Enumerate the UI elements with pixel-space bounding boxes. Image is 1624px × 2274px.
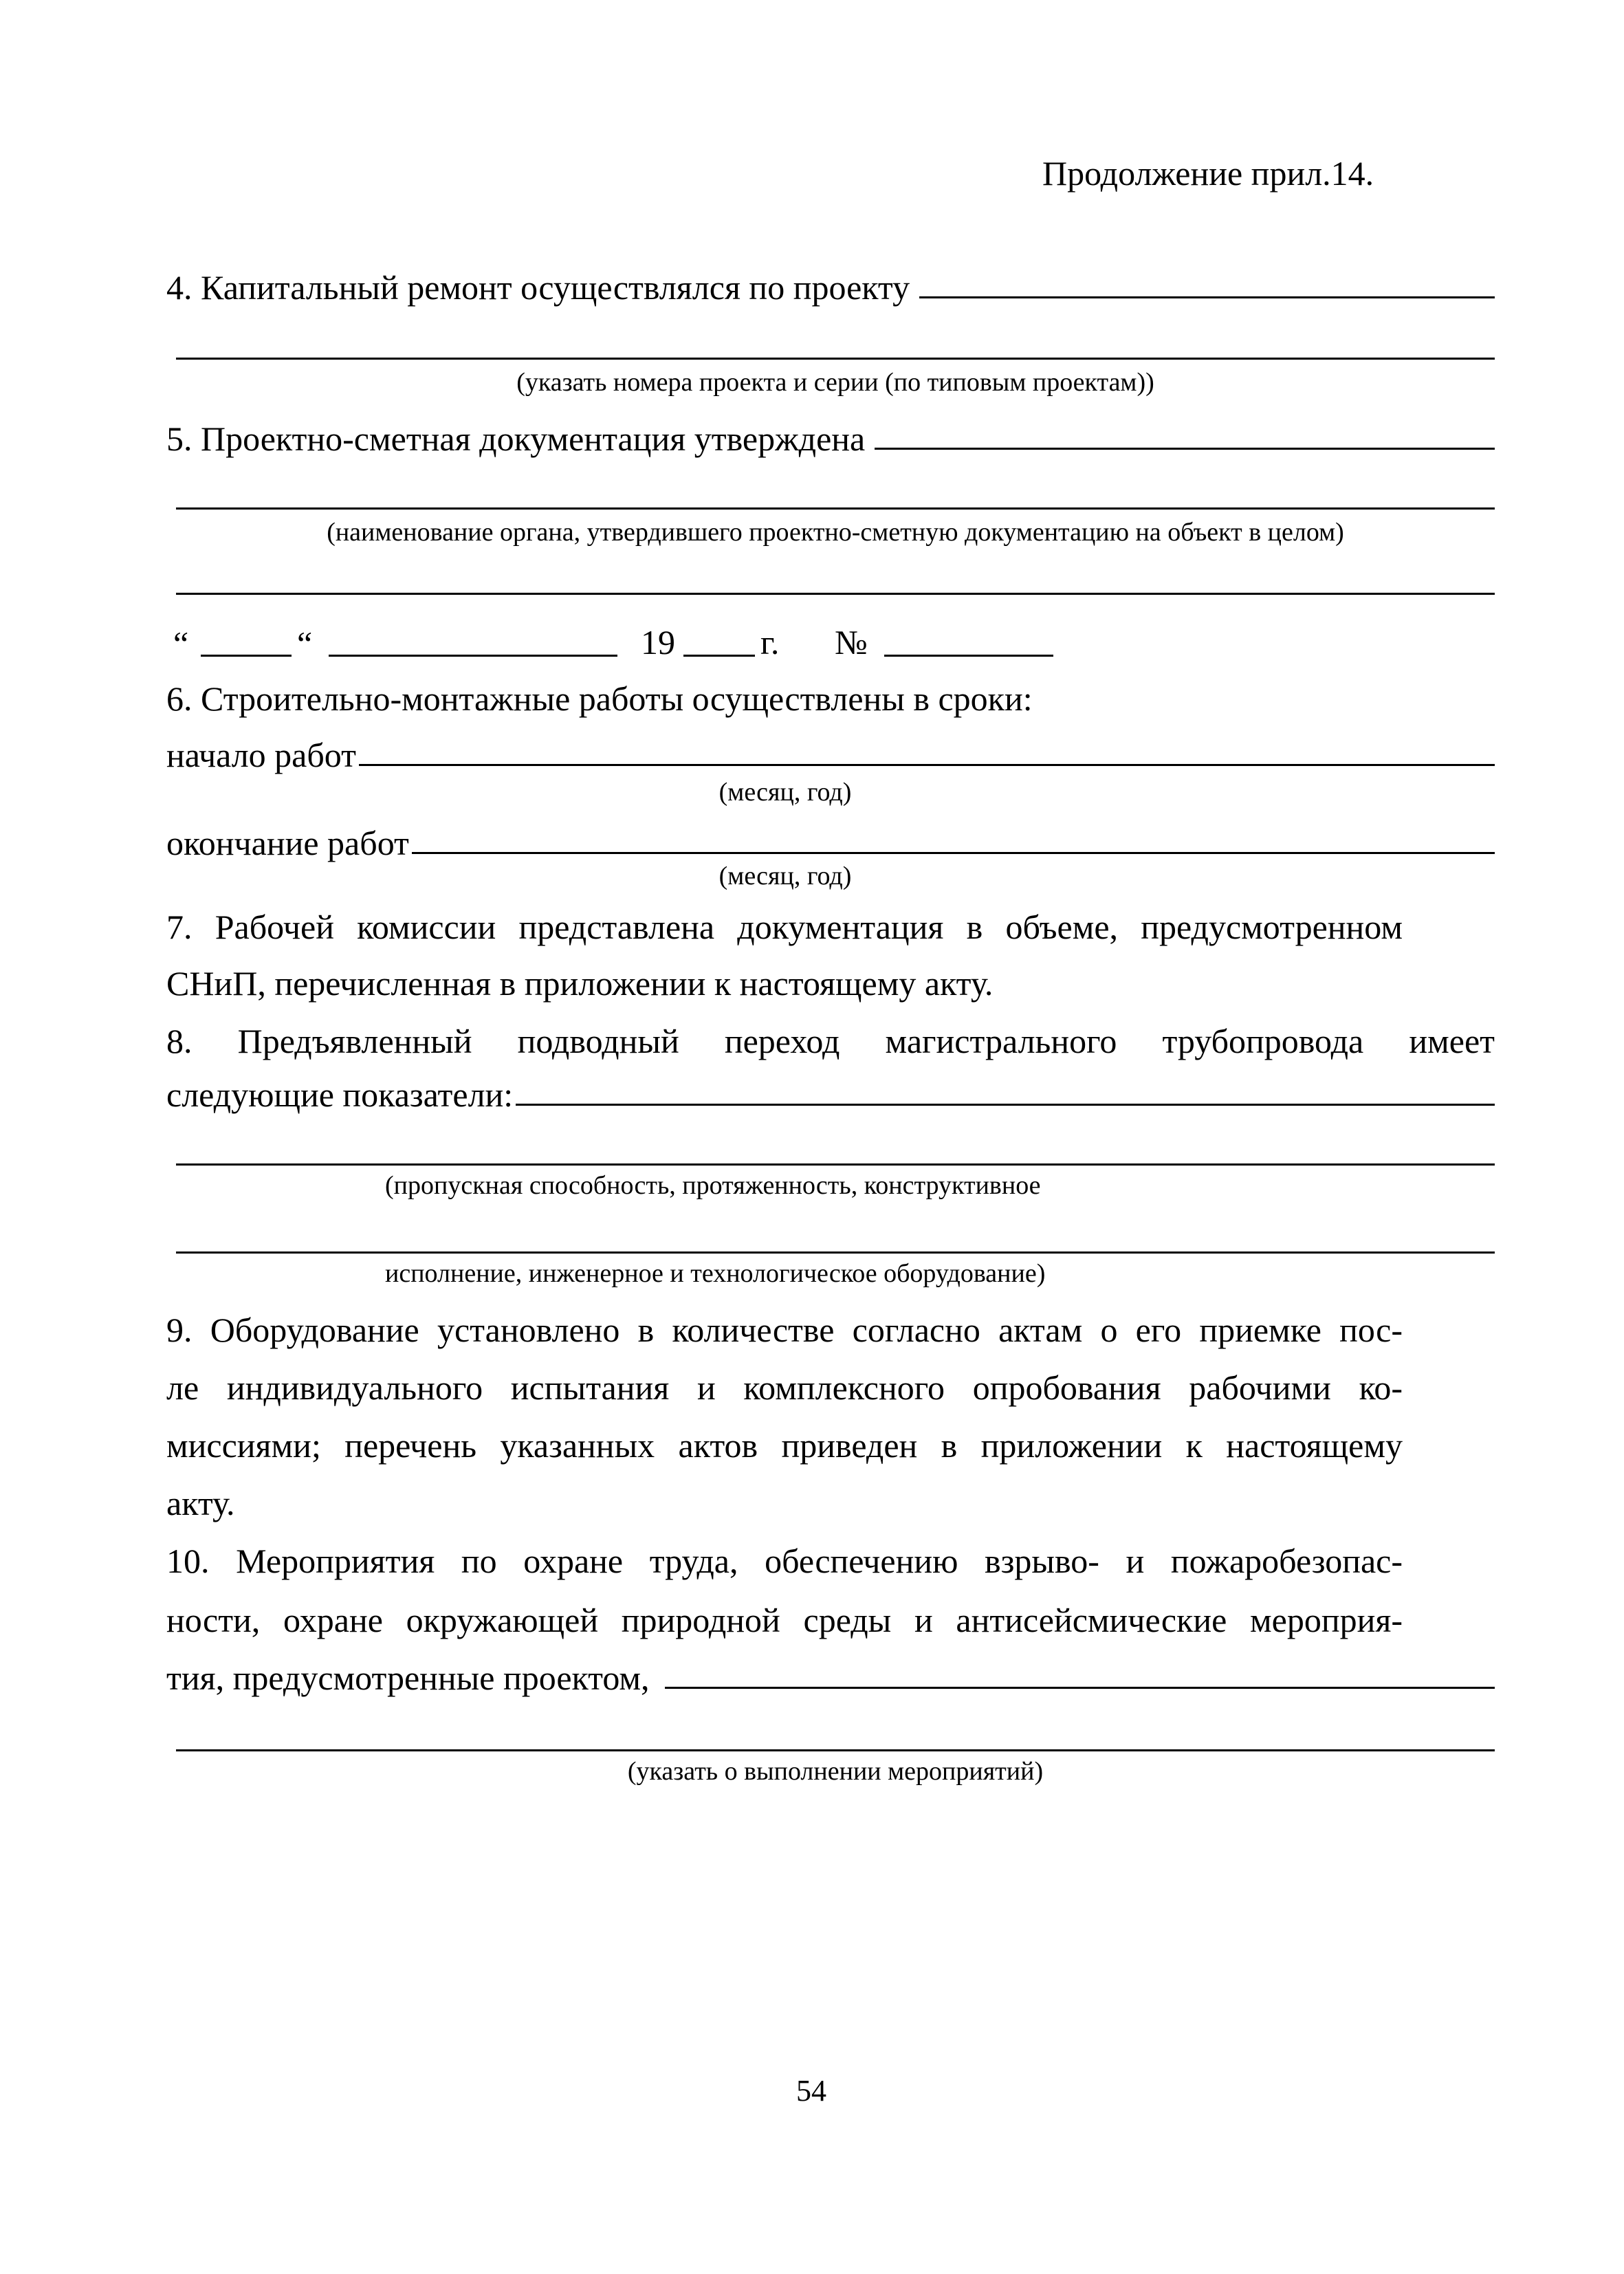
item-7-line-1: 7. Рабочей комиссии представлена документация в объеме, предусмотренном (166, 908, 1403, 946)
item-9-line-1: 9. Оборудование установлено в количестве согласно актам о его приемке пос- (166, 1311, 1403, 1349)
item-10-blank[interactable] (665, 1687, 1495, 1689)
item-6-start-row (166, 734, 1495, 776)
item-5-blank[interactable] (875, 448, 1495, 450)
item-5-blank-3[interactable] (176, 593, 1495, 595)
item-10-line-3: тия, предусмотренные проектом, (166, 1659, 650, 1697)
item-8-blank-2[interactable] (176, 1163, 1495, 1166)
item-10-line-1: 10. Мероприятия по охране труда, обеспечению взрыво- и пожаробезопас- (166, 1542, 1403, 1580)
item-10-row (166, 1657, 1495, 1698)
date-close-quote: “ (297, 624, 313, 663)
item-8-caption-2: исполнение, инженерное и технологическое оборудование) (385, 1259, 1046, 1288)
item-8-blank[interactable] (516, 1104, 1495, 1106)
item-5-row (166, 418, 1495, 459)
item-4-caption: (указать номера проекта и серии (по типовым проектам)) (516, 368, 1154, 397)
item-6-end-blank[interactable] (412, 852, 1495, 854)
date-open-quote: “ (173, 624, 189, 663)
date-month-blank[interactable] (329, 655, 617, 657)
item-9-line-4: акту. (166, 1484, 235, 1522)
number-sign: № (835, 623, 868, 662)
page-number: 54 (796, 2074, 826, 2108)
item-6-title: 6. Строительно-монтажные работы осуществлены в сроки: (166, 679, 1033, 718)
date-year-prefix: 19 (641, 623, 675, 662)
item-6-end-caption: (месяц, год) (718, 862, 852, 890)
item-7-line-2: СНиП, перечисленная в приложении к настоящему акту. (166, 964, 994, 1003)
item-6-end-row (166, 822, 1495, 864)
item-8-caption-1: (пропускная способность, протяженность, конструктивное (385, 1171, 1041, 1200)
item-6-start-label: начало работ (166, 736, 357, 774)
item-5-blank-2[interactable] (176, 507, 1495, 510)
item-9-line-2: ле индивидуального испытания и комплексного опробования рабочими ко- (166, 1368, 1403, 1407)
date-number-blank[interactable] (884, 655, 1053, 657)
item-4-row (166, 267, 1495, 308)
item-9-line-3: миссиями; перечень указанных актов приведен в приложении к настоящему (166, 1426, 1403, 1465)
item-6-start-blank[interactable] (359, 764, 1495, 766)
item-10-caption: (указать о выполнении мероприятий) (627, 1757, 1044, 1786)
item-8-line-2: следующие показатели: (166, 1075, 514, 1114)
item-6-end-label: окончание работ (166, 824, 409, 862)
date-year-blank[interactable] (683, 655, 755, 657)
item-8-line-1: 8. Предъявленный подводный переход магистрального трубопровода имеет (166, 1022, 1495, 1060)
item-4-blank-2[interactable] (176, 358, 1495, 360)
item-10-blank-2[interactable] (176, 1749, 1495, 1751)
item-5-label: 5. Проектно-сметная документация утверждена (166, 419, 866, 458)
item-4-blank[interactable] (919, 296, 1495, 298)
continuation-header: Продолжение прил.14. (1042, 154, 1374, 193)
item-8-blank-3[interactable] (176, 1251, 1495, 1254)
item-6-start-caption: (месяц, год) (718, 778, 852, 807)
date-day-blank[interactable] (201, 655, 292, 657)
date-year-suffix: г. (760, 623, 780, 662)
item-4-label: 4. Капитальный ремонт осуществлялся по проекту (166, 268, 910, 307)
item-10-line-2: ности, охране окружающей природной среды и антисейсмические мероприя- (166, 1601, 1403, 1639)
item-5-caption: (наименование органа, утвердившего проектно-сметную документацию на объект в целом) (327, 518, 1344, 547)
item-8-row (166, 1074, 1495, 1115)
